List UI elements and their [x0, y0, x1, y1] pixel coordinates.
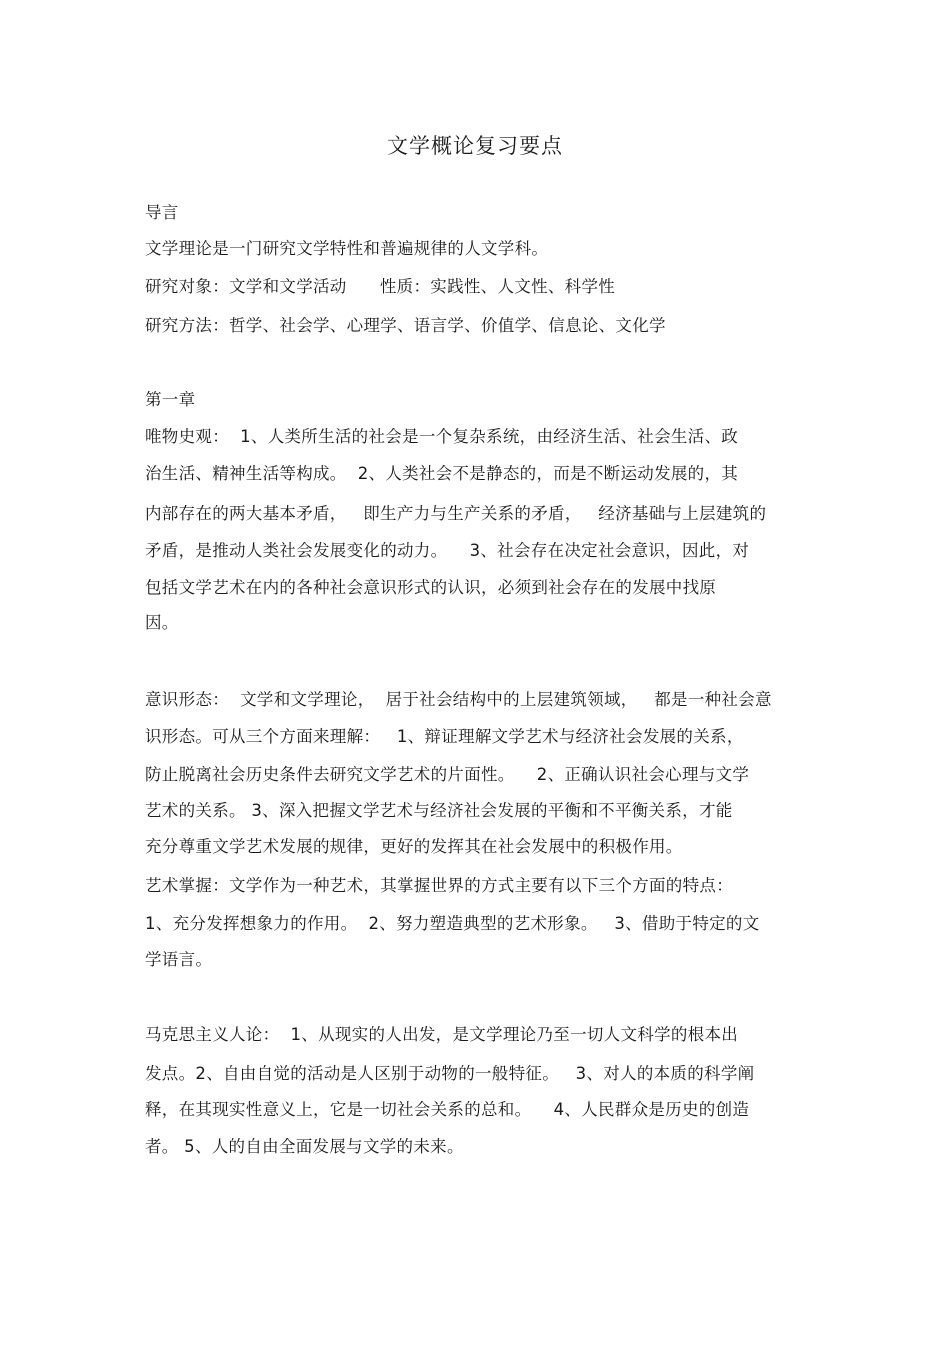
materialism-line: 唯物史观： 1、人类所生活的社会是一个复杂系统，由经济生活、社会生活、政	[145, 427, 739, 446]
ideology-line: 充分尊重文学艺术发展的规律，更好的发挥其在社会发展中的积极作用。	[145, 837, 683, 856]
intro-line: 研究方法：哲学、社会学、心理学、语言学、价值学、信息论、文化学	[145, 316, 666, 335]
materialism-line: 矛盾，是推动人类社会发展变化的动力。 3、社会存在决定社会意识，因此，对	[145, 541, 750, 560]
marxism-line: 释，在其现实性意义上，它是一切社会关系的总和。 4、人民群众是历史的创造	[145, 1100, 750, 1119]
ideology-line: 艺术的关系。 3、深入把握文学艺术与经济社会发展的平衡和不平衡关系，才能	[145, 801, 733, 820]
art-mastery-line: 1、充分发挥想象力的作用。 2、努力塑造典型的艺术形象。 3、借助于特定的文	[145, 914, 760, 933]
intro-heading: 导言	[145, 203, 179, 222]
ideology-line: 识形态。可从三个方面来理解： 1、辩证理解文学艺术与经济社会发展的关系，	[145, 727, 744, 746]
document-title: 文学概论复习要点	[387, 134, 563, 158]
ideology-line: 意识形态： 文学和文学理论， 居于社会结构中的上层建筑领域， 都是一种社会意	[145, 690, 772, 709]
materialism-line: 内部存在的两大基本矛盾， 即生产力与生产关系的矛盾， 经济基础与上层建筑的	[145, 504, 767, 523]
art-mastery-line: 学语言。	[145, 950, 213, 969]
ideology-line: 防止脱离社会历史条件去研究文学艺术的片面性。 2、正确认识社会心理与文学	[145, 765, 750, 784]
intro-line: 研究对象：文学和文学活动 性质：实践性、人文性、科学性	[145, 277, 616, 296]
marxism-line: 马克思主义人论： 1、从现实的人出发，是文学理论乃至一切人文科学的根本出	[145, 1025, 739, 1044]
marxism-line: 者。 5、人的自由全面发展与文学的未来。	[145, 1137, 464, 1156]
chapter-heading: 第一章	[145, 390, 196, 409]
art-mastery-line: 艺术掌握：文学作为一种艺术，其掌握世界的方式主要有以下三个方面的特点：	[145, 876, 733, 895]
marxism-line: 发点。2、自由自觉的活动是人区别于动物的一般特征。 3、对人的本质的科学阐	[145, 1064, 755, 1083]
materialism-line: 治生活、精神生活等构成。 2、人类社会不是静态的，而是不断运动发展的，其	[145, 464, 739, 483]
materialism-line: 包括文学艺术在内的各种社会意识形式的认识，必须到社会存在的发展中找原	[145, 578, 717, 597]
intro-line: 文学理论是一门研究文学特性和普遍规律的人文学科。	[145, 239, 549, 258]
materialism-line: 因。	[145, 613, 179, 632]
